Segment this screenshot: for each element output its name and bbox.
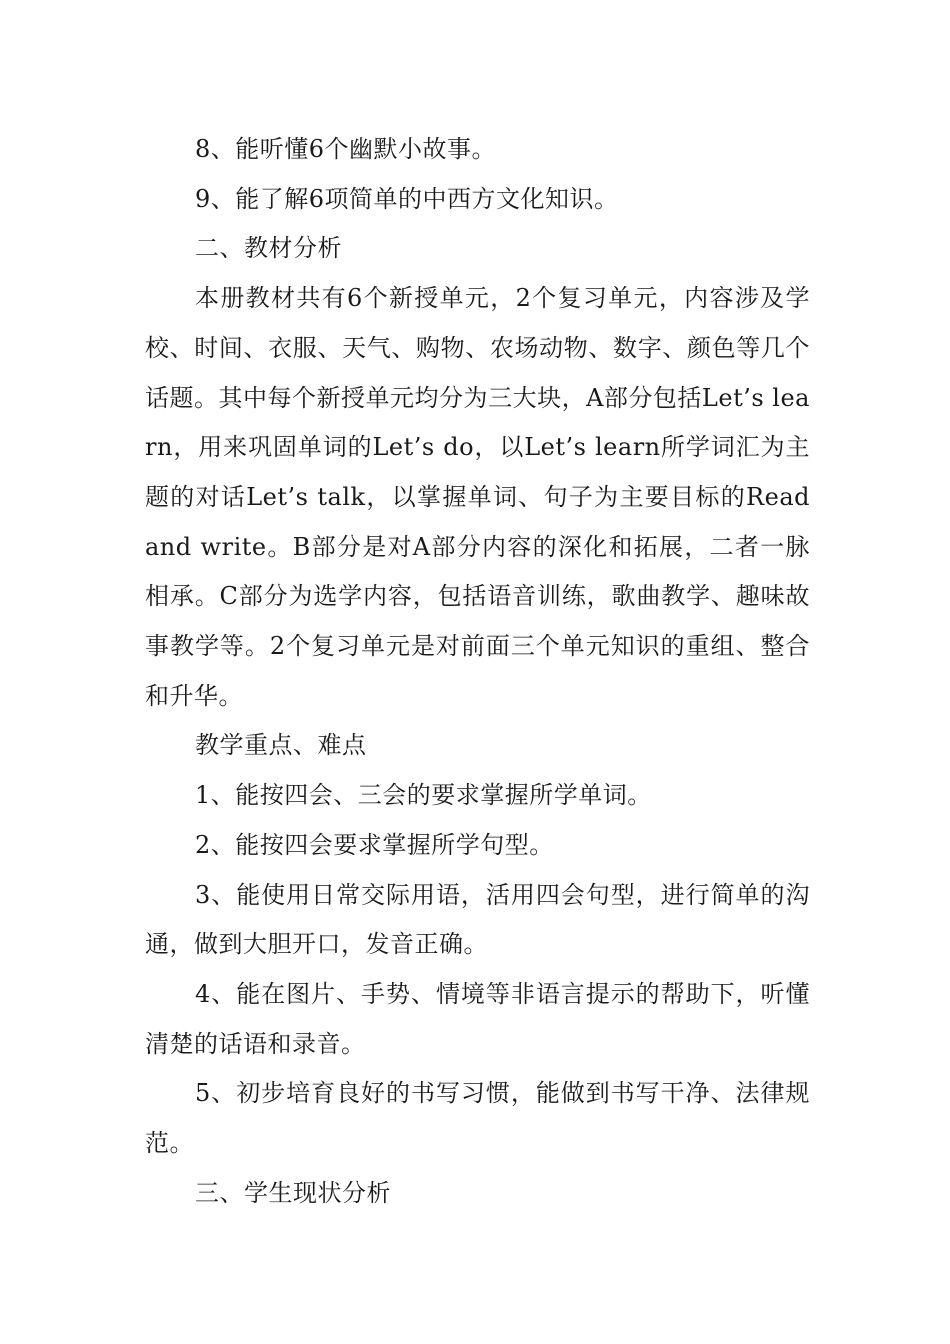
document-body <box>145 125 810 1218</box>
list-item-8: 8、能听懂6个幽默小故事。 <box>195 135 497 163</box>
list-item-1: 1、能按四会、三会的要求掌握所学单词。 <box>195 781 652 810</box>
section-heading-student-analysis: 三、学生现状分析 <box>195 1178 391 1207</box>
list-item-3: 3、能使用日常交际用语，活用四会句型，进行简单的沟通，做到大胆开口，发音正确。 <box>145 880 810 959</box>
list-item-2: 2、能按四会要求掌握所学句型。 <box>195 830 554 859</box>
list-item-5: 5、初步培育良好的书写习惯，能做到书写干净、法律规范。 <box>145 1079 810 1158</box>
list-item-9: 9、能了解6项简单的中西方文化知识。 <box>195 184 619 213</box>
section-heading-textbook-analysis: 二、教材分析 <box>195 234 342 263</box>
list-item-4: 4、能在图片、手势、情境等非语言提示的帮助下，听懂清楚的话语和录音。 <box>145 979 810 1058</box>
section-heading-key-points: 教学重点、难点 <box>195 731 367 760</box>
paragraph-textbook-description: 本册教材共有6个新授单元，2个复习单元，内容涉及学校、时间、衣服、天气、购物、农场动物、数字、颜色等几个话题。其中每个新授单元均分为三大块，A部分包括Let’s learn，用来巩固单词的Let’s do，以Let’s learn所学词汇为主题的对话Let’s talk，以掌握单词、句子为主要目标的Read and write。B部分是对A部分内容的深化和拓展，二者一脉相承。C部分为选学内容，包括语音训练，歌曲教学、趣味故事教学等。2个复习单元是对前面三个单元知识的重组、整合和升华。 <box>145 284 810 710</box>
